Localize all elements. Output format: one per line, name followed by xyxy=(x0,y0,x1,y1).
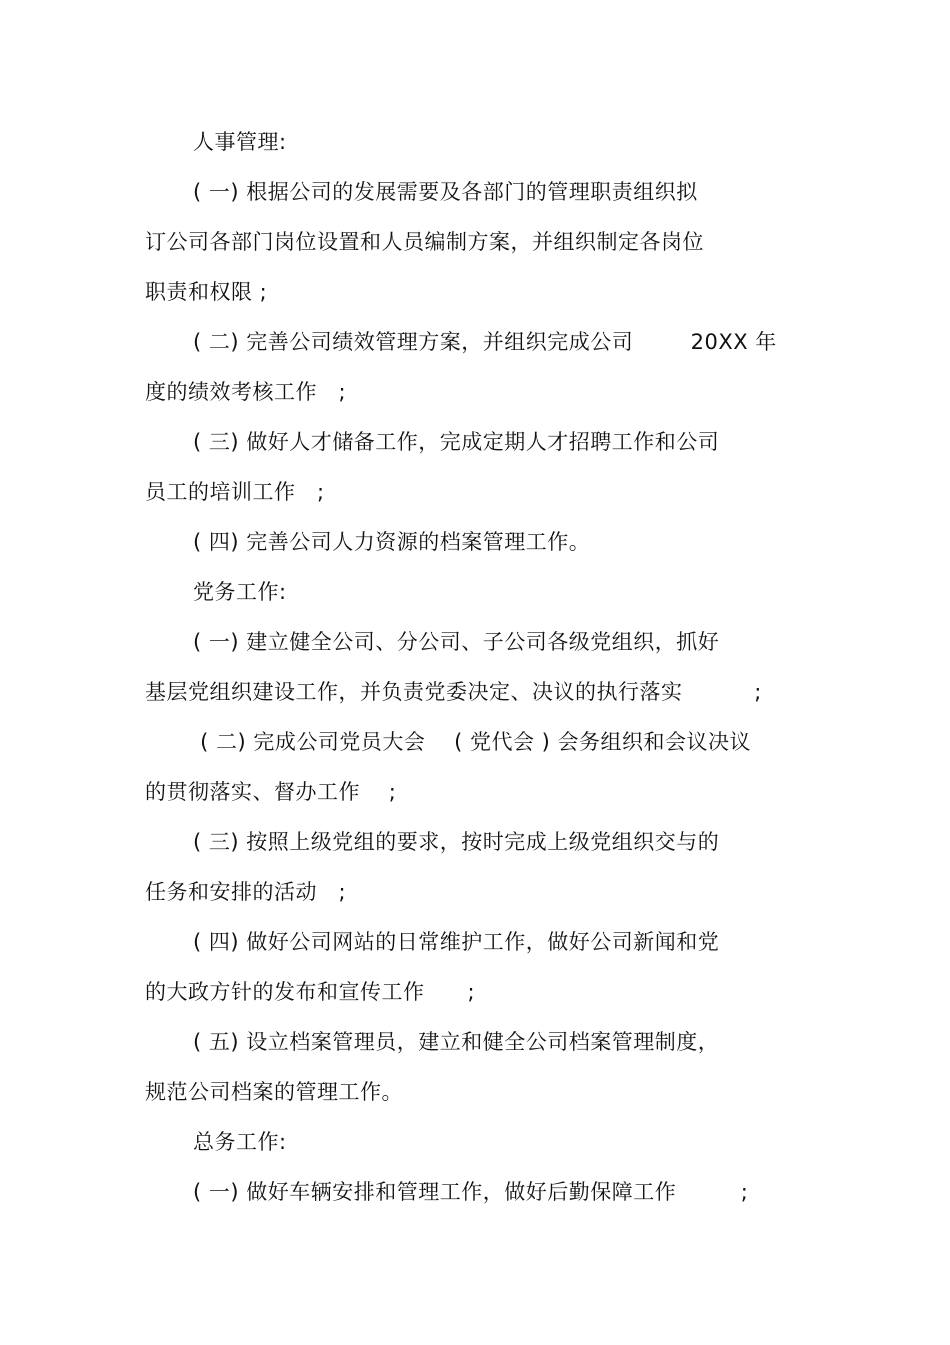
paragraph-line: ( 四) 完善公司人力资源的档案管理工作。 xyxy=(193,530,591,554)
paragraph-line: 的大政方针的发布和宣传工作 ; xyxy=(145,980,476,1004)
paragraph-line: 职责和权限 ; xyxy=(145,280,268,304)
paragraph-line: ( 一) 根据公司的发展需要及各部门的管理职责组织拟 xyxy=(193,180,698,204)
paragraph-line: 度的绩效考核工作 ; xyxy=(145,380,347,404)
paragraph-line: ( 三) 做好人才储备工作，完成定期人才招聘工作和公司 xyxy=(193,430,720,454)
paragraph-line: 的贯彻落实、督办工作 ; xyxy=(145,780,397,804)
paragraph-line: ( 二) 完成公司党员大会 ( 党代会 ) 会务组织和会议决议 xyxy=(193,730,752,754)
paragraph-line: ( 五) 设立档案管理员，建立和健全公司档案管理制度， xyxy=(193,1030,720,1054)
paragraph-line: 订公司各部门岗位设置和人员编制方案，并组织制定各岗位 xyxy=(145,230,704,254)
paragraph-line: ( 三) 按照上级党组的要求，按时完成上级党组织交与的 xyxy=(193,830,720,854)
paragraph-line: 员工的培训工作 ; xyxy=(145,480,325,504)
paragraph-line: 规范公司档案的管理工作。 xyxy=(145,1080,403,1104)
paragraph-line: ( 四) 做好公司网站的日常维护工作，做好公司新闻和党 xyxy=(193,930,720,954)
paragraph-line: ( 一) 建立健全公司、分公司、子公司各级党组织，抓好 xyxy=(193,630,720,654)
section-heading-general-affairs: 总务工作: xyxy=(193,1130,287,1154)
paragraph-line: 任务和安排的活动 ; xyxy=(145,880,347,904)
section-heading-party: 党务工作: xyxy=(193,580,287,604)
paragraph-line: ( 二) 完善公司绩效管理方案，并组织完成公司 20XX 年 xyxy=(193,330,777,354)
section-heading-personnel: 人事管理: xyxy=(193,130,287,154)
paragraph-line: ( 一) 做好车辆安排和管理工作，做好后勤保障工作 ; xyxy=(193,1180,749,1204)
paragraph-line: 基层党组织建设工作，并负责党委决定、决议的执行落实 ; xyxy=(145,680,762,704)
